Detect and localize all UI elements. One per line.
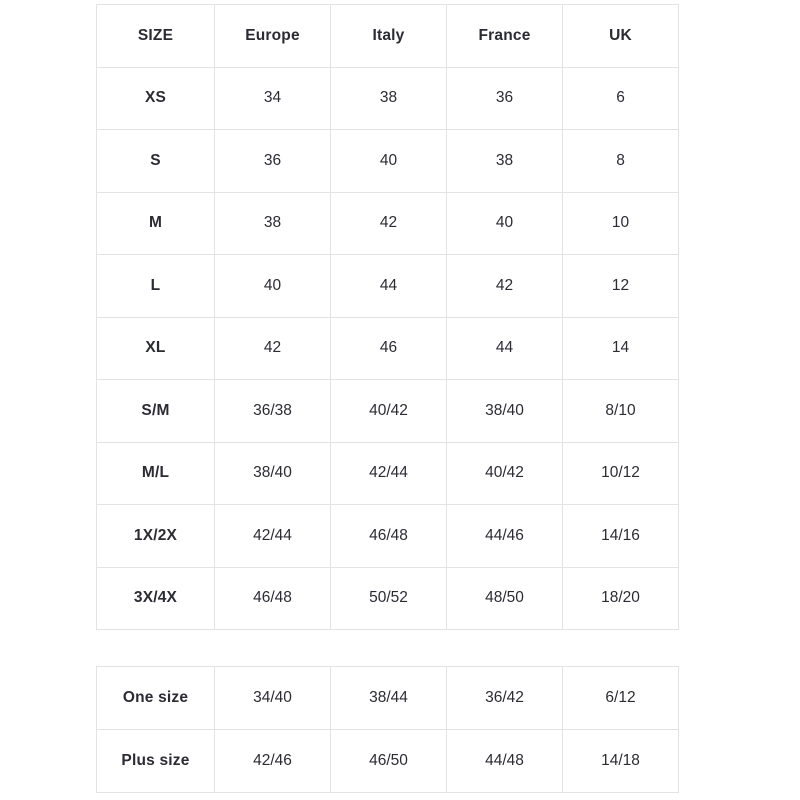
cell-europe: 42 — [215, 317, 331, 380]
primary-table-header — [97, 5, 679, 68]
table-row — [97, 130, 679, 193]
cell-italy: 42 — [331, 192, 447, 255]
secondary-size-table-wrapper — [96, 666, 678, 793]
primary-size-table — [96, 4, 679, 630]
column-header-europe: Europe — [215, 5, 331, 68]
cell-uk: 12 — [563, 255, 679, 318]
cell-uk: 14 — [563, 317, 679, 380]
primary-size-table-wrapper — [96, 4, 678, 630]
column-header-uk: UK — [563, 5, 679, 68]
table-row — [97, 667, 679, 730]
table-row — [97, 505, 679, 568]
cell-france: 40 — [447, 192, 563, 255]
cell-italy: 38 — [331, 67, 447, 130]
cell-europe: 46/48 — [215, 567, 331, 630]
cell-europe: 36 — [215, 130, 331, 193]
row-label: Plus size — [97, 730, 215, 793]
table-row — [97, 67, 679, 130]
cell-europe: 42/46 — [215, 730, 331, 793]
cell-france: 44/48 — [447, 730, 563, 793]
row-label: S — [97, 130, 215, 193]
cell-italy: 42/44 — [331, 442, 447, 505]
row-label: 3X/4X — [97, 567, 215, 630]
cell-uk: 8/10 — [563, 380, 679, 443]
cell-uk: 6/12 — [563, 667, 679, 730]
cell-uk: 10 — [563, 192, 679, 255]
table-row — [97, 380, 679, 443]
cell-italy: 40/42 — [331, 380, 447, 443]
column-header-france: France — [447, 5, 563, 68]
one-size-table — [96, 666, 679, 793]
cell-uk: 14/16 — [563, 505, 679, 568]
cell-europe: 38 — [215, 192, 331, 255]
row-label: M/L — [97, 442, 215, 505]
cell-italy: 46/50 — [331, 730, 447, 793]
cell-europe: 42/44 — [215, 505, 331, 568]
cell-france: 40/42 — [447, 442, 563, 505]
cell-uk: 8 — [563, 130, 679, 193]
table-row — [97, 192, 679, 255]
cell-italy: 40 — [331, 130, 447, 193]
cell-france: 48/50 — [447, 567, 563, 630]
cell-uk: 10/12 — [563, 442, 679, 505]
cell-uk: 18/20 — [563, 567, 679, 630]
secondary-table-body — [97, 667, 679, 793]
column-header-size: SIZE — [97, 5, 215, 68]
cell-france: 42 — [447, 255, 563, 318]
table-row — [97, 730, 679, 793]
cell-france: 44 — [447, 317, 563, 380]
cell-europe: 36/38 — [215, 380, 331, 443]
table-row — [97, 317, 679, 380]
cell-europe: 34 — [215, 67, 331, 130]
column-header-italy: Italy — [331, 5, 447, 68]
cell-europe: 40 — [215, 255, 331, 318]
row-label: XS — [97, 67, 215, 130]
cell-france: 36/42 — [447, 667, 563, 730]
cell-italy: 46/48 — [331, 505, 447, 568]
cell-italy: 38/44 — [331, 667, 447, 730]
row-label: L — [97, 255, 215, 318]
cell-europe: 38/40 — [215, 442, 331, 505]
cell-uk: 14/18 — [563, 730, 679, 793]
cell-italy: 44 — [331, 255, 447, 318]
cell-france: 38/40 — [447, 380, 563, 443]
cell-france: 36 — [447, 67, 563, 130]
row-label: S/M — [97, 380, 215, 443]
cell-italy: 46 — [331, 317, 447, 380]
table-row — [97, 442, 679, 505]
row-label: 1X/2X — [97, 505, 215, 568]
primary-table-body — [97, 67, 679, 630]
table-header-row — [97, 5, 679, 68]
row-label: M — [97, 192, 215, 255]
table-row — [97, 567, 679, 630]
cell-uk: 6 — [563, 67, 679, 130]
row-label: XL — [97, 317, 215, 380]
cell-europe: 34/40 — [215, 667, 331, 730]
cell-france: 38 — [447, 130, 563, 193]
table-row — [97, 255, 679, 318]
cell-italy: 50/52 — [331, 567, 447, 630]
row-label: One size — [97, 667, 215, 730]
cell-france: 44/46 — [447, 505, 563, 568]
